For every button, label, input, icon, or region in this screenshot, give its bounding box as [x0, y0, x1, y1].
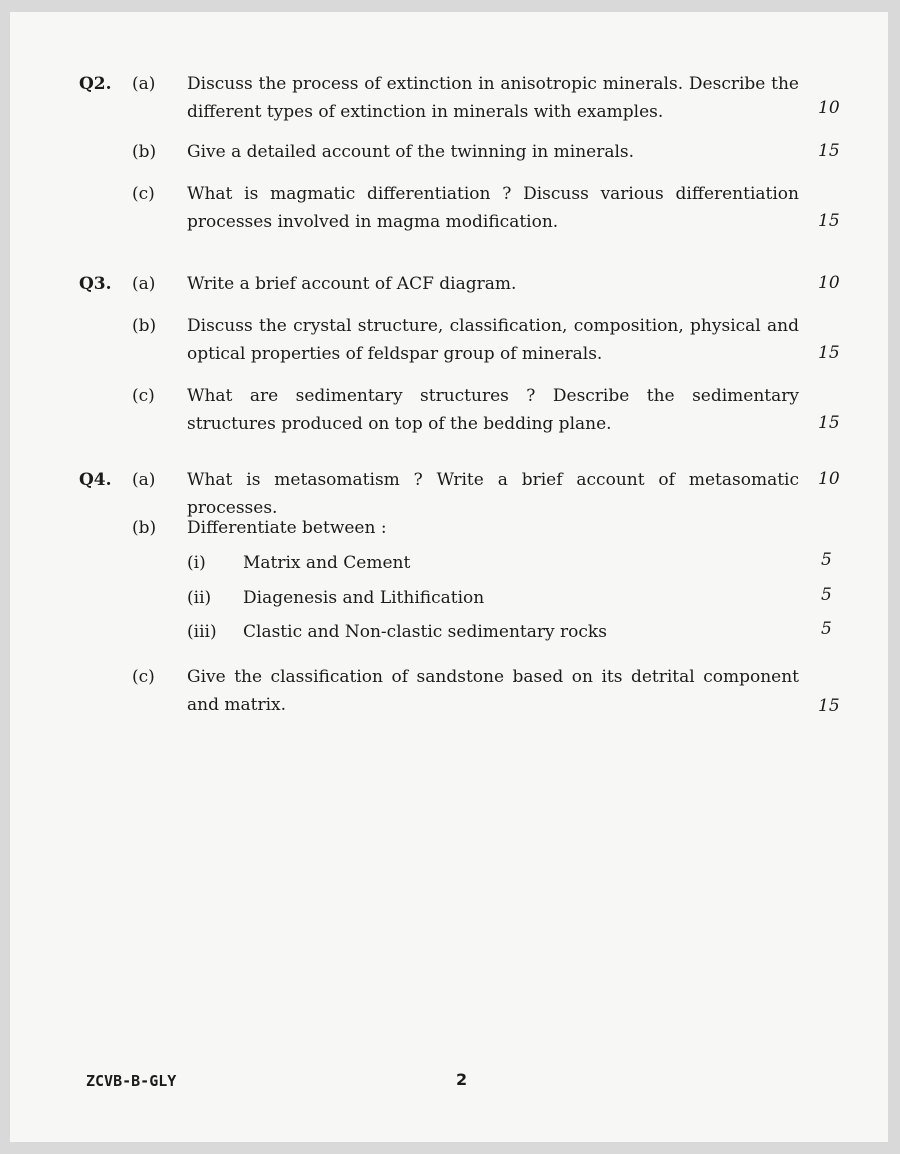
question-text: What is magmatic differentiation ? Discuss various differentiation processes involved in magma modification.	[187, 184, 799, 232]
marks: 5	[821, 619, 832, 639]
question-text: Write a brief account of ACF diagram.	[187, 274, 517, 294]
question-number-q2: Q2.	[79, 74, 112, 94]
marks: 15	[818, 141, 840, 161]
question-text: What is metasomatism ? Write a brief account of metasomatic processes.	[187, 470, 799, 518]
marks: 15	[818, 343, 840, 363]
part-label: (c)	[132, 667, 155, 687]
question-text: Differentiate between :	[187, 518, 387, 538]
question-text: Give the classification of sandstone based on its detrital component and matrix.	[187, 667, 799, 715]
marks: 5	[821, 585, 832, 605]
marks: 15	[818, 413, 840, 433]
marks: 10	[818, 469, 840, 489]
subpart-text: Diagenesis and Lithification	[243, 588, 485, 608]
question-text: Discuss the crystal structure, classification, composition, physical and optical properties of feldspar group of minerals.	[187, 316, 799, 364]
subpart-text: Matrix and Cement	[243, 553, 411, 573]
marks: 15	[818, 211, 840, 231]
part-label: (c)	[132, 184, 155, 204]
subpart-label: (ii)	[187, 588, 212, 608]
part-label: (a)	[132, 274, 156, 294]
question-text: Discuss the process of extinction in anisotropic minerals. Describe the different types of extinction in minerals with examples.	[187, 74, 799, 122]
part-label: (c)	[132, 386, 155, 406]
subpart-text: Clastic and Non-clastic sedimentary rocks	[243, 622, 607, 642]
marks: 5	[821, 550, 832, 570]
part-label: (b)	[132, 316, 157, 336]
question-number-q4: Q4.	[79, 470, 112, 490]
subpart-label: (iii)	[187, 622, 217, 642]
paper-code: ZCVB-B-GLY	[86, 1072, 177, 1090]
part-label: (a)	[132, 470, 156, 490]
marks: 15	[818, 696, 840, 716]
part-label: (b)	[132, 518, 157, 538]
part-label: (b)	[132, 142, 157, 162]
marks: 10	[818, 98, 840, 118]
question-text: Give a detailed account of the twinning in minerals.	[187, 142, 635, 162]
exam-page	[10, 12, 888, 1142]
marks: 10	[818, 273, 840, 293]
subpart-label: (i)	[187, 553, 206, 573]
part-label: (a)	[132, 74, 156, 94]
question-number-q3: Q3.	[79, 274, 112, 294]
page-number: 2	[456, 1070, 468, 1089]
question-text: What are sedimentary structures ? Describe the sedimentary structures produced on top of the bedding plane.	[187, 386, 799, 434]
